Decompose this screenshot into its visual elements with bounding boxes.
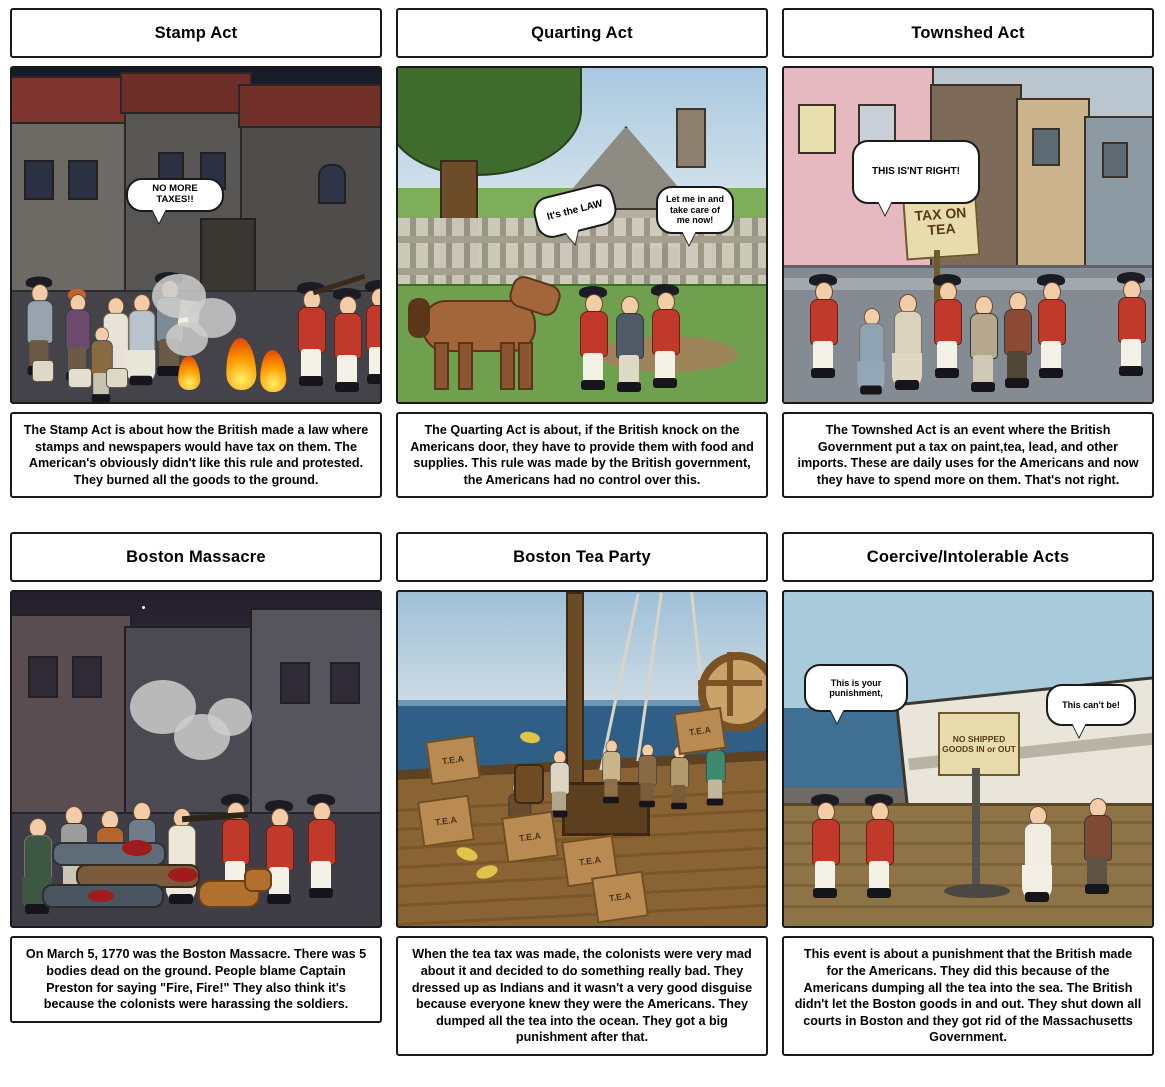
boots (1119, 366, 1143, 376)
figure-redcoat (294, 276, 328, 386)
horse-leg (500, 342, 515, 390)
speech-bubble (126, 178, 224, 212)
torso (308, 819, 336, 865)
boots (867, 888, 891, 898)
boots (895, 380, 919, 390)
storyboard-cell-quarting-act (396, 8, 768, 498)
storyboard-row (0, 532, 1165, 1056)
tea-crate (425, 735, 481, 786)
tea-crate-label: T.E.A (578, 854, 602, 868)
tea-crate (591, 871, 649, 924)
scene-boston-massacre (10, 590, 382, 928)
burned-paper (106, 368, 128, 388)
cell-title: Quarting Act (531, 23, 633, 42)
torso (1084, 815, 1112, 861)
torso (550, 763, 570, 795)
boots (860, 386, 882, 395)
torso (866, 819, 894, 865)
torso (934, 299, 962, 345)
building-left (10, 614, 132, 818)
window (318, 164, 346, 204)
cell-title: Boston Massacre (126, 547, 266, 566)
cell-description: The Quarting Act is about, if the British knock on the Americans door, they have to provide them with food and supplies. This rule was made by the British government, the Americans had no control over this. (410, 423, 754, 487)
cell-title-box (10, 532, 382, 582)
figure-colonist-disguised (547, 741, 571, 818)
boots (935, 368, 959, 378)
storyboard-cell-coercive-acts (782, 532, 1154, 1056)
window (798, 104, 836, 154)
tea-crate-label: T.E.A (434, 814, 458, 828)
cell-description-box (782, 412, 1154, 498)
torso (366, 305, 382, 351)
boots (1005, 378, 1029, 388)
tea-crate-label: T.E.A (518, 830, 542, 844)
figure-redcoat (1114, 266, 1148, 376)
boots (811, 368, 835, 378)
scene-coercive-acts (782, 590, 1154, 928)
cell-title: Coercive/Intolerable Acts (866, 547, 1070, 566)
burned-paper (32, 360, 54, 382)
figure-redcoat (330, 282, 364, 392)
torso (638, 756, 656, 786)
window (1032, 128, 1060, 166)
boots (1039, 368, 1063, 378)
cell-title: Boston Tea Party (513, 547, 651, 566)
door (200, 218, 256, 294)
smoke (166, 322, 208, 356)
cell-description: This event is about a punishment that the British made for the Americans. They did this because of the Americans dumping all the tea into the sea. The British didn't let the Boston goods in and out. They shut down all courts in Boston and they got rid of the Massachusetts Government. (794, 947, 1142, 1045)
figure-colonist (88, 316, 115, 402)
figure-redcoat (1034, 268, 1068, 378)
window (330, 662, 360, 704)
figure-colonist-woman (856, 296, 887, 395)
scene-boston-tea-party (396, 590, 768, 928)
figure-colonist-disguised (600, 731, 622, 804)
chimney (676, 108, 706, 168)
scene-stamp-act (10, 66, 382, 404)
torso (580, 311, 608, 357)
sign-pole (972, 768, 980, 892)
speech-bubble-text: THIS IS'NT RIGHT! (872, 166, 960, 178)
window (28, 656, 58, 698)
scene-townshed-act (782, 66, 1154, 404)
tea-crate-label: T.E.A (441, 753, 465, 767)
barrel (514, 764, 544, 804)
cell-title-box (10, 8, 382, 58)
torso (859, 323, 884, 364)
torso (812, 819, 840, 865)
boots (299, 376, 323, 386)
torso (1118, 297, 1146, 343)
cell-title-box (396, 532, 768, 582)
storyboard-cell-boston-tea-party (396, 532, 768, 1056)
boots (813, 888, 837, 898)
boots (367, 374, 382, 384)
tea-crate (673, 707, 726, 755)
storyboard-cell-townshed-act (782, 8, 1154, 498)
torso (706, 751, 726, 783)
figure-colonist-disguised (636, 735, 658, 808)
cell-title-box (396, 8, 768, 58)
speech-bubble (1046, 684, 1136, 726)
storyboard-cell-stamp-act (10, 8, 382, 498)
boots (617, 382, 641, 392)
cell-description-box (396, 936, 768, 1056)
boots (971, 382, 995, 392)
boots (1025, 892, 1049, 902)
cell-title: Stamp Act (154, 23, 238, 42)
window (68, 160, 98, 200)
roof-center (120, 72, 252, 114)
boots (309, 888, 333, 898)
figure-colonist (966, 282, 1000, 392)
tea-crate-label: T.E.A (688, 724, 712, 738)
cell-description-box (10, 412, 382, 498)
cell-description-box (10, 936, 382, 1022)
cell-description: The Townshed Act is an event where the British Government put a tax on paint,tea, lead, and other imports. These are daily uses for the Americans and now they have to spend more on them. That's not right. (797, 423, 1139, 487)
speech-bubble-text: This is your punishment, (829, 678, 883, 699)
window (280, 662, 310, 704)
boots (1085, 884, 1109, 894)
torso (616, 313, 644, 359)
torso (65, 309, 90, 350)
no-shipped-goods-sign (938, 712, 1020, 776)
horse-tail (408, 298, 430, 338)
boots (130, 376, 153, 386)
torso (652, 309, 680, 355)
speech-bubble-text: It's the LAW (546, 198, 604, 223)
figure-redcoat (576, 280, 610, 390)
figure-colonist-woman (1020, 792, 1054, 902)
boots (653, 378, 677, 388)
ship-wheel-spoke (727, 652, 733, 716)
torso (670, 758, 688, 788)
boots (335, 382, 359, 392)
building-right (240, 120, 382, 299)
no-shipped-goods-sign-text: NO SHIPPED GOODS IN or OUT (942, 733, 1016, 755)
horse-leg (458, 342, 473, 390)
cell-description: On March 5, 1770 was the Boston Massacre. There was 5 bodies dead on the ground. People blame Captain Preston for saying "Fire, Fire!" They also think it's because the colonists were harassing the soldiers. (25, 947, 367, 1012)
cell-description-box (782, 936, 1154, 1056)
figure-redcoat (362, 274, 382, 384)
torso (1004, 309, 1032, 355)
storyboard-row (0, 8, 1165, 498)
cell-description-box (396, 412, 768, 498)
figure-colonist (1080, 784, 1114, 894)
figure-redcoat (304, 788, 338, 898)
window (24, 160, 54, 200)
roof-right (238, 84, 382, 128)
figure-colonist (1000, 278, 1034, 388)
boots (671, 803, 687, 810)
boots (581, 380, 605, 390)
torso (894, 311, 922, 357)
boots (707, 799, 724, 806)
roof-left (10, 76, 134, 124)
speech-bubble-text: This can't be! (1062, 700, 1120, 711)
figure-colonist-woman (890, 280, 924, 390)
cell-title: Townshed Act (911, 23, 1025, 42)
fence-rail (398, 268, 768, 275)
storyboard-cell-boston-massacre (10, 532, 382, 1056)
figure-colonist (612, 282, 646, 392)
boots (603, 797, 619, 804)
fence-rail (398, 236, 768, 243)
dog-head (244, 868, 272, 892)
torso (222, 819, 250, 865)
window (1102, 142, 1128, 178)
tax-on-tea-sign-text: TAX ON TEA (913, 203, 967, 238)
tea-crate (501, 811, 559, 864)
figure-redcoat (648, 278, 682, 388)
scene-quarting-act (396, 66, 768, 404)
building-far (1084, 116, 1154, 278)
figure-redcoat (930, 268, 964, 378)
building-cream (1016, 98, 1090, 278)
horse-leg (434, 342, 449, 390)
speech-bubble (804, 664, 908, 712)
window (72, 656, 102, 698)
torso (810, 299, 838, 345)
figure-redcoat (808, 788, 842, 898)
boots (267, 894, 291, 904)
speech-bubble-text: NO MORE TAXES!! (152, 183, 198, 205)
torso (1038, 299, 1066, 345)
boots (92, 394, 111, 402)
torso (970, 313, 998, 359)
torso (24, 835, 52, 881)
figure-redcoat (806, 268, 840, 378)
speech-bubble-text: Let me in and take care of me now! (666, 194, 725, 226)
horse-leg (518, 342, 533, 390)
torso (27, 300, 54, 344)
torso (298, 307, 326, 353)
burned-paper (68, 368, 92, 388)
speech-bubble (852, 140, 980, 204)
boots (169, 894, 193, 904)
figure-redcoat (862, 788, 896, 898)
torso (334, 313, 362, 359)
cell-title-box (782, 532, 1154, 582)
tea-crate (417, 795, 475, 848)
torso (602, 752, 620, 782)
boots (639, 801, 655, 808)
torso (266, 825, 294, 871)
cell-description: When the tea tax was made, the colonists were very mad about it and decided to do something really bad. They dressed up as Indians and it wasn't a very good disguise because everyone knew they were the Americans. They dumped all the tea into the ocean. They got a big punishment after that. (411, 947, 753, 1045)
torso (1024, 823, 1052, 869)
cell-title-box (782, 8, 1154, 58)
tea-crate-label: T.E.A (608, 890, 632, 904)
cell-description: The Stamp Act is about how the British made a law where stamps and newspapers would have tax on them. The American's obviously didn't like this rule and protested. They burned all the goods to the ground. (23, 423, 369, 487)
speech-bubble (656, 186, 734, 234)
